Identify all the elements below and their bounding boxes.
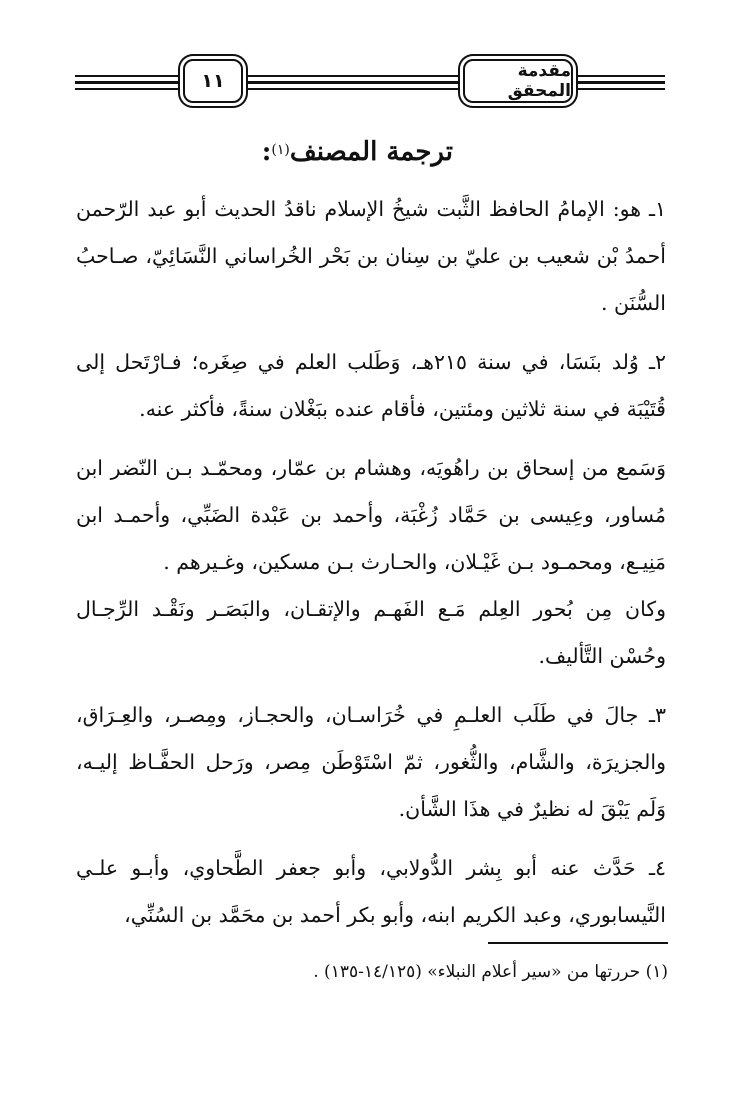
footnote-reference: (١) xyxy=(271,142,290,158)
section-title: مقدمة المحقق xyxy=(463,59,573,103)
paragraph-4: وكان مِن بُحور العِلم مَـع الفَهـم والإتقـان، والبَصَـر ونَقْـد الرِّجـال وحُسْن التَّأليف. xyxy=(76,597,666,668)
header-rule-bottom xyxy=(75,88,665,90)
paragraph-2: ٢ـ وُلد بنَسَا، في سنة ٢١٥هـ، وَطَلب العلم في صِغَره؛ فـارْتَحل إلى قُتَيْبَة في سنة ثلاثين ومئتين، فأقام عنده ببَغْلان سنةً، فأكثر عنه. xyxy=(76,350,667,421)
body-text xyxy=(76,186,666,951)
footnote: (١) حررتها من «سير أعلام النبلاء» (١٤/١٢٥-١٣٥) . xyxy=(313,962,668,982)
paragraph-6: ٤ـ حَدَّث عنه أبو بِشر الدُّولابي، وأبو جعفر الطَّحاوي، وأبـو علـي النَّيسابوري، وعبد الكريم ابنه، وأبو بكر أحمد بن محَمَّد بن السُنِّي، xyxy=(76,856,666,927)
paragraph-5: ٣ـ جالَ في طَلَب العلـمِ في خُرَاسـان، والحجـاز، ومِصـر، والعِـرَاق، والجزيرَة، والشَّام، والثُّغور، ثمّ اسْتَوْطَن مِصر، ورَحل الحفَّـاظ إليـه، وَلَم يَبْقَ له نظيرٌ في هذَا الشَّأن. xyxy=(76,703,666,821)
paragraph-1: ١ـ هو: الإمامُ الحافظ الثَّبت شيخُ الإسلام ناقدُ الحديث أبو عبد الرّحمن أحمدُ بْن شعيب بن عليّ بن سِنان بن بَحْر الخُراساني النَّسَائِيّ، صـاحبُ السُّنَن . xyxy=(76,197,666,315)
header-rule-top xyxy=(75,75,665,77)
chapter-title-text: ترجمة المصنف xyxy=(289,137,453,167)
paragraph-3: وَسَمع من إسحاق بن راهُويَه، وهشام بن عمّار، ومحمّـد بـن النّضر ابن مُساور، وعِيسى بن حَمَّاد زُغْبَة، وأحمد بن عَبْدة الضَبِّي، وأحمـد ابن مَنِيـع، ومحمـود بـن غَيْـلان، والحـارث بـن مسكين، وغـيرهم . xyxy=(76,456,666,574)
page-header xyxy=(75,55,665,107)
header-rule-middle xyxy=(75,81,665,84)
page-number: ١١ xyxy=(183,59,243,103)
footnote-divider xyxy=(488,942,668,944)
chapter-title xyxy=(262,130,453,172)
chapter-title-colon: : xyxy=(261,137,272,167)
